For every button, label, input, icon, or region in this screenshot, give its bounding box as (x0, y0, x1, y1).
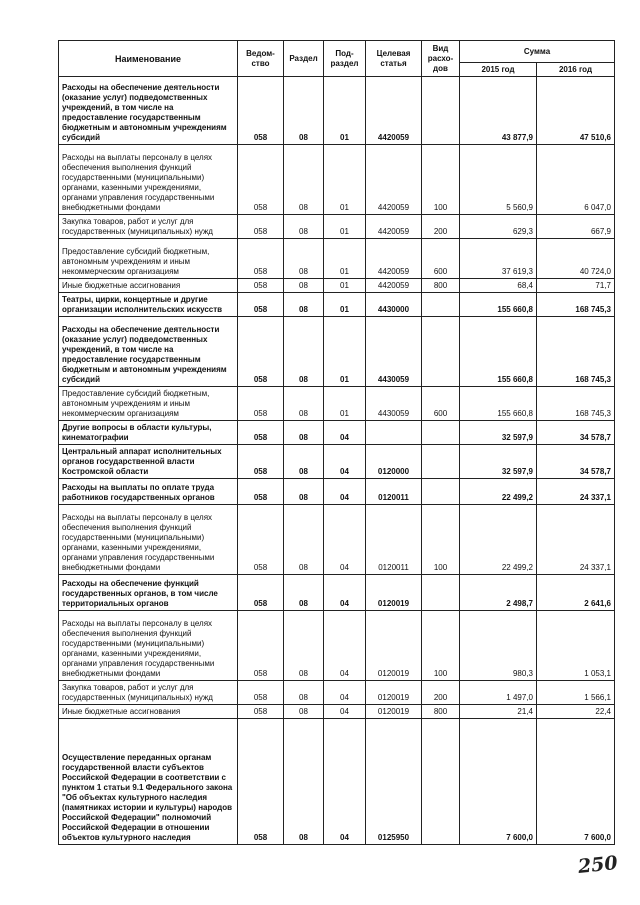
row-exp-type (422, 421, 460, 445)
row-section: 08 (284, 215, 324, 239)
row-sum-2016: 1 566,1 (537, 681, 615, 705)
row-section: 08 (284, 145, 324, 215)
row-subsection: 01 (324, 317, 366, 387)
row-target: 4430059 (366, 387, 422, 421)
row-dept: 058 (238, 77, 284, 145)
row-section: 08 (284, 611, 324, 681)
row-exp-type: 600 (422, 387, 460, 421)
table-row (59, 479, 615, 505)
row-sum-2015: 629,3 (460, 215, 537, 239)
table-row (59, 387, 615, 421)
row-target: 0120019 (366, 611, 422, 681)
row-subsection: 04 (324, 719, 366, 845)
row-exp-type: 200 (422, 215, 460, 239)
row-exp-type: 800 (422, 705, 460, 719)
row-section: 08 (284, 505, 324, 575)
row-target: 4420059 (366, 239, 422, 279)
row-subsection: 01 (324, 387, 366, 421)
header-subsection: Под-раздел (324, 41, 366, 77)
row-sum-2016: 7 600,0 (537, 719, 615, 845)
row-subsection: 01 (324, 279, 366, 293)
row-sum-2016: 667,9 (537, 215, 615, 239)
row-subsection: 01 (324, 145, 366, 215)
row-subsection: 04 (324, 421, 366, 445)
row-target: 0120011 (366, 505, 422, 575)
row-name: Расходы на обеспечение функций государственных органов, в том числе территориальных органов (59, 575, 238, 611)
row-section: 08 (284, 293, 324, 317)
row-section: 08 (284, 705, 324, 719)
row-sum-2016: 71,7 (537, 279, 615, 293)
row-target: 0120019 (366, 681, 422, 705)
table-row (59, 279, 615, 293)
row-dept: 058 (238, 575, 284, 611)
row-exp-type: 100 (422, 611, 460, 681)
row-name: Центральный аппарат исполнительных органов государственной власти Костромской области (59, 445, 238, 479)
row-exp-type (422, 77, 460, 145)
row-sum-2015: 1 497,0 (460, 681, 537, 705)
row-name: Закупка товаров, работ и услуг для государственных (муниципальных) нужд (59, 215, 238, 239)
row-name: Расходы на обеспечение деятельности (оказание услуг) подведомственных учреждений, в том числе на предоставление государственным бюджетным и автономным учреждениям субсидий (59, 77, 238, 145)
row-dept: 058 (238, 705, 284, 719)
row-dept: 058 (238, 279, 284, 293)
row-dept: 058 (238, 505, 284, 575)
row-exp-type (422, 293, 460, 317)
table-row (59, 681, 615, 705)
row-dept: 058 (238, 421, 284, 445)
row-sum-2015: 980,3 (460, 611, 537, 681)
row-name: Иные бюджетные ассигнования (59, 705, 238, 719)
row-sum-2015: 68,4 (460, 279, 537, 293)
header-dept: Ведом-ство (238, 41, 284, 77)
row-exp-type (422, 479, 460, 505)
row-exp-type: 100 (422, 505, 460, 575)
row-sum-2015: 5 560,9 (460, 145, 537, 215)
table-row (59, 719, 615, 845)
row-section: 08 (284, 681, 324, 705)
table-row (59, 293, 615, 317)
table-row (59, 145, 615, 215)
table-row (59, 421, 615, 445)
row-sum-2015: 21,4 (460, 705, 537, 719)
row-subsection: 04 (324, 575, 366, 611)
row-sum-2016: 1 053,1 (537, 611, 615, 681)
row-exp-type (422, 719, 460, 845)
row-exp-type: 100 (422, 145, 460, 215)
row-sum-2015: 32 597,9 (460, 421, 537, 445)
row-sum-2016: 168 745,3 (537, 387, 615, 421)
row-section: 08 (284, 421, 324, 445)
row-sum-2015: 22 499,2 (460, 479, 537, 505)
row-name: Расходы на обеспечение деятельности (оказание услуг) подведомственных учреждений, в том числе на предоставление государственным бюджетным и автономным учреждениям субсидий (59, 317, 238, 387)
row-dept: 058 (238, 611, 284, 681)
header-2016: 2016 год (537, 63, 615, 77)
row-name: Другие вопросы в области культуры, кинематографии (59, 421, 238, 445)
table-row (59, 705, 615, 719)
table-row (59, 239, 615, 279)
row-sum-2016: 168 745,3 (537, 317, 615, 387)
row-dept: 058 (238, 239, 284, 279)
row-subsection: 01 (324, 239, 366, 279)
row-target: 0125950 (366, 719, 422, 845)
row-dept: 058 (238, 215, 284, 239)
row-section: 08 (284, 479, 324, 505)
row-exp-type (422, 445, 460, 479)
row-section: 08 (284, 445, 324, 479)
row-name: Расходы на выплаты персоналу в целях обеспечения выполнения функций государственными (муниципальными) органами, казенными учреждениями, органами управления государственными внебюджетными фондами (59, 505, 238, 575)
row-subsection: 01 (324, 215, 366, 239)
row-name: Театры, цирки, концертные и другие организации исполнительских искусств (59, 293, 238, 317)
row-sum-2015: 37 619,3 (460, 239, 537, 279)
row-exp-type: 800 (422, 279, 460, 293)
row-sum-2016: 6 047,0 (537, 145, 615, 215)
row-sum-2015: 43 877,9 (460, 77, 537, 145)
row-section: 08 (284, 279, 324, 293)
table-row (59, 611, 615, 681)
row-sum-2016: 2 641,6 (537, 575, 615, 611)
header-sum: Сумма (460, 41, 615, 63)
row-name: Закупка товаров, работ и услуг для государственных (муниципальных) нужд (59, 681, 238, 705)
row-dept: 058 (238, 317, 284, 387)
table-row (59, 445, 615, 479)
row-sum-2015: 155 660,8 (460, 317, 537, 387)
row-sum-2015: 7 600,0 (460, 719, 537, 845)
row-sum-2015: 155 660,8 (460, 387, 537, 421)
row-sum-2016: 40 724,0 (537, 239, 615, 279)
header-target: Целевая статья (366, 41, 422, 77)
row-sum-2015: 22 499,2 (460, 505, 537, 575)
row-subsection: 01 (324, 77, 366, 145)
row-name: Предоставление субсидий бюджетным, автономным учреждениям и иным некоммерческим организациям (59, 387, 238, 421)
row-name: Расходы на выплаты по оплате труда работников государственных органов (59, 479, 238, 505)
table-row (59, 575, 615, 611)
header-name: Наименование (59, 41, 238, 77)
row-sum-2015: 32 597,9 (460, 445, 537, 479)
row-name: Расходы на выплаты персоналу в целях обеспечения выполнения функций государственными (муниципальными) органами, казенными учреждениями, органами управления государственными внебюджетными фондами (59, 145, 238, 215)
row-dept: 058 (238, 145, 284, 215)
row-sum-2016: 47 510,6 (537, 77, 615, 145)
row-target (366, 421, 422, 445)
row-target: 0120019 (366, 705, 422, 719)
row-sum-2016: 24 337,1 (537, 479, 615, 505)
row-section: 08 (284, 239, 324, 279)
row-target: 4430059 (366, 317, 422, 387)
row-subsection: 04 (324, 705, 366, 719)
row-subsection: 04 (324, 505, 366, 575)
row-exp-type: 600 (422, 239, 460, 279)
table-row (59, 505, 615, 575)
header-exp-type: Вид расхо-дов (422, 41, 460, 77)
row-dept: 058 (238, 387, 284, 421)
row-subsection: 04 (324, 445, 366, 479)
header-section: Раздел (284, 41, 324, 77)
row-section: 08 (284, 387, 324, 421)
row-sum-2016: 168 745,3 (537, 293, 615, 317)
row-target: 0120011 (366, 479, 422, 505)
table-row (59, 317, 615, 387)
row-sum-2016: 34 578,7 (537, 445, 615, 479)
row-dept: 058 (238, 293, 284, 317)
row-target: 4420059 (366, 77, 422, 145)
row-subsection: 04 (324, 681, 366, 705)
row-sum-2016: 24 337,1 (537, 505, 615, 575)
table-row (59, 215, 615, 239)
row-section: 08 (284, 719, 324, 845)
row-sum-2015: 155 660,8 (460, 293, 537, 317)
row-target: 4430000 (366, 293, 422, 317)
row-exp-type (422, 575, 460, 611)
row-dept: 058 (238, 445, 284, 479)
budget-table (58, 40, 615, 845)
table-body (59, 77, 615, 845)
row-exp-type (422, 317, 460, 387)
table-row (59, 77, 615, 145)
row-target: 0120019 (366, 575, 422, 611)
row-sum-2016: 34 578,7 (537, 421, 615, 445)
row-name: Предоставление субсидий бюджетным, автономным учреждениям и иным некоммерческим организациям (59, 239, 238, 279)
row-target: 4420059 (366, 215, 422, 239)
row-sum-2016: 22,4 (537, 705, 615, 719)
row-subsection: 04 (324, 611, 366, 681)
row-section: 08 (284, 575, 324, 611)
row-section: 08 (284, 317, 324, 387)
row-exp-type: 200 (422, 681, 460, 705)
row-dept: 058 (238, 681, 284, 705)
page-number: 250 (576, 851, 619, 879)
row-target: 0120000 (366, 445, 422, 479)
row-name: Расходы на выплаты персоналу в целях обеспечения выполнения функций государственными (муниципальными) органами, казенными учреждениями, органами управления государственными внебюджетными фондами (59, 611, 238, 681)
row-section: 08 (284, 77, 324, 145)
row-sum-2015: 2 498,7 (460, 575, 537, 611)
row-subsection: 04 (324, 479, 366, 505)
row-name: Осуществление переданных органам государственной власти субъектов Российской Федерации в соответствии с пунктом 1 статьи 9.1 Федерального закона "Об объектах культурного наследия (памятниках истории и культуры) народов Российской Федерации" полномочий Российской Федерации в отношении объектов культурного наследия (59, 719, 238, 845)
row-target: 4420059 (366, 145, 422, 215)
header-2015: 2015 год (460, 63, 537, 77)
row-name: Иные бюджетные ассигнования (59, 279, 238, 293)
row-dept: 058 (238, 719, 284, 845)
row-subsection: 01 (324, 293, 366, 317)
row-target: 4420059 (366, 279, 422, 293)
row-dept: 058 (238, 479, 284, 505)
